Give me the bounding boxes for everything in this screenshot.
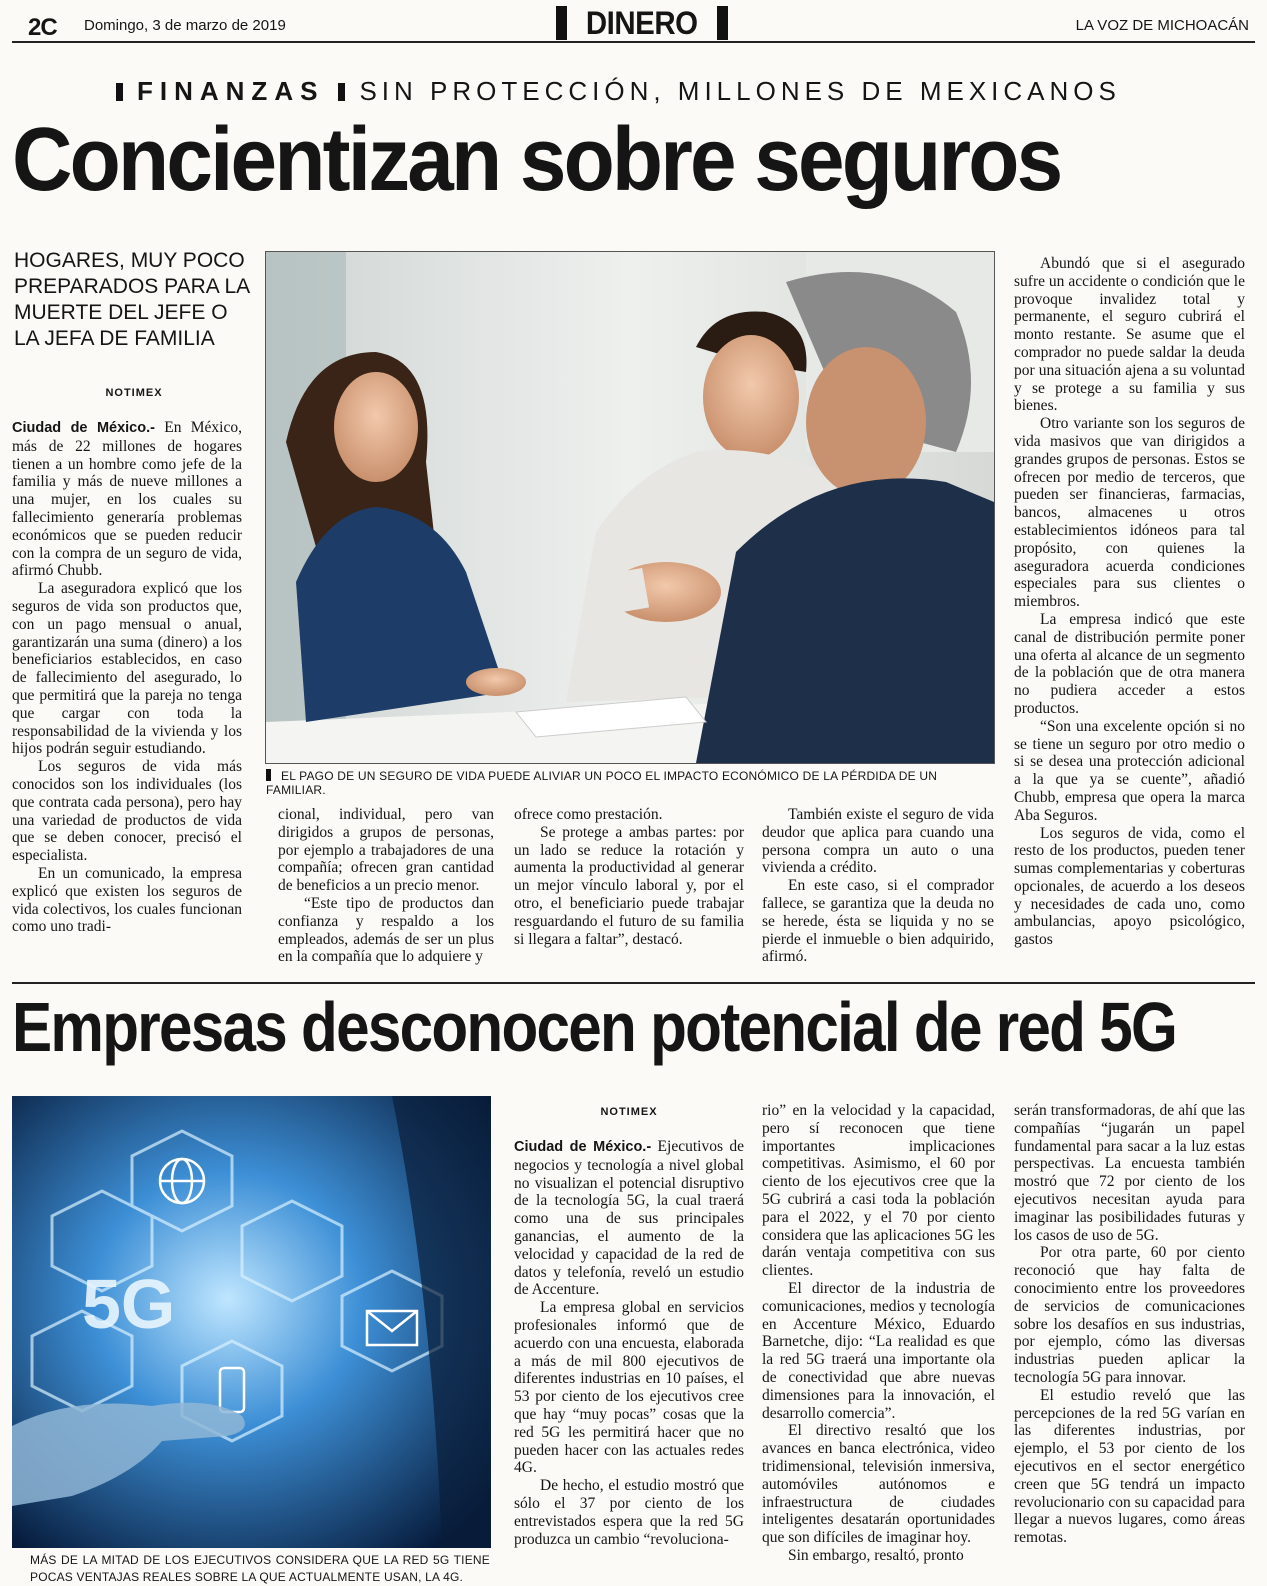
paragraph: Ciudad de México.- Ejecutivos de negocios y tecnología a nivel global no visualizan el potencial disruptivo de la tecnología 5G, la cual traerá como una de sus principales ganancias, el aumento de la velocidad y capacidad de la red de datos y telefonía, reveló un estudio de Accenture.	[514, 1138, 744, 1299]
paragraph: cional, individual, pero van dirigidos a grupos de personas, por ejemplo a trabajadores de una compañía; ofrecen gran cantidad de beneficios a un precio menor.	[278, 806, 494, 895]
section-banner	[532, 4, 752, 42]
paragraph: El director de la industria de comunicaciones, medios y tecnología en Accenture México, Eduardo Barnetche, dijo: “La realidad es que la red 5G traerá una importante ola de conectividad que abre nuevas dimensiones para la innovación, el desarrollo comercia”.	[762, 1279, 995, 1422]
caption-mark	[266, 769, 271, 781]
kicker-bar	[338, 83, 345, 101]
publication-name: LA VOZ DE MICHOACÁN	[1075, 17, 1249, 34]
story1-category: FINANZAS	[137, 76, 325, 106]
story2-headline: Empresas desconocen potencial de red 5G	[12, 988, 1177, 1066]
story2-column-2	[762, 1102, 995, 1565]
5g-network-photo	[12, 1096, 491, 1548]
paragraph: De hecho, el estudio mostró que sólo el 37 por ciento de los entrevistados espera que la red 5G produzca un cambio “revoluciona-	[514, 1477, 744, 1548]
paragraph: Sin embargo, resaltó, pronto	[788, 1546, 964, 1564]
dateline: Ciudad de México.-	[12, 420, 155, 436]
paragraph: La empresa indicó que este canal de distribución permite poner una oferta al alcance de un segmento de la población que de otra manera no pudiera acceder a estos productos.	[1014, 610, 1245, 717]
story1-column-5	[1014, 255, 1245, 949]
paragraph: En un comunicado, la empresa explicó que existen los seguros de vida colectivos, los cuales funcionan como uno tradi-	[12, 864, 242, 936]
story1-byline: NOTIMEX	[105, 387, 163, 399]
5g-label: 5G	[82, 1265, 176, 1343]
story1-headline: Concientizan sobre seguros	[12, 110, 1061, 210]
story2-byline: NOTIMEX	[600, 1106, 658, 1118]
story1-photo	[265, 251, 995, 764]
paragraph: Por otra parte, 60 por ciento reconoció que hay falta de conocimiento entre los proveedores de servicios de comunicaciones sobre los desafíos en sus industrias, por ejemplo, cómo las diversas industrias pueden aplicar la tecnología 5G para innovar.	[1014, 1244, 1245, 1386]
paragraph: Otro variante son los seguros de vida masivos que van dirigidos a grandes grupos de personas. Estos se ofrecen por medio de terceros, que pueden ser financieras, farmacias, bancos, almacenes u otros establecimientos idóneos para tal propósito, con quienes la aseguradora acuerda condiciones especiales para sus clientes o miembros.	[1014, 415, 1245, 611]
paragraph: En este caso, si el comprador fallece, se garantiza que la deuda no se herede, ésta se liquida y no se pierde el inmueble o bien adquirido, afirmó.	[762, 877, 994, 966]
paragraph: La aseguradora explicó que los seguros de vida son productos que, con un pago mensual o anual, garantizarán una suma (dinero) a los beneficiarios establecidos, en caso de fallecimiento del asegurado, lo que permitirá que la pareja no tenga que cargar con toda la responsabilidad de la vivienda y los hijos podrán seguir estudiando.	[12, 580, 242, 758]
page-number: 2C	[28, 14, 57, 41]
story1-photo-caption: EL PAGO DE UN SEGURO DE VIDA PUEDE ALIVIAR UN POCO EL IMPACTO ECONÓMICO DE LA PÉRDIDA DE UN FAMILIAR.	[266, 769, 938, 797]
paragraph: “Son una excelente opción si no se tiene un seguro por otro medio o si se desea una protección adicional a la que ya se cuente”, añadió Chubb, empresa que opera la marca Aba Seguros.	[1014, 717, 1245, 824]
paragraph: Abundó que si el asegurado sufre un accidente o condición que le provoque invalidez total y permanente, el seguro cubrirá el monto restante. Se asume que el comprador no puede saldar la deuda por una situación ajena a su voluntad y se protege a su familia y sus bienes.	[1014, 255, 1245, 415]
story2-column-3	[1014, 1102, 1245, 1547]
section-title: DINERO	[586, 4, 698, 41]
paragraph: “Este tipo de productos dan confianza y respaldo a los empleados, además de ser un plus en la compañía que lo adquiere y	[278, 894, 494, 966]
story2-column-1	[514, 1138, 744, 1548]
paragraph: La empresa global en servicios profesionales informó que de acuerdo con una encuesta, elaborada a más de mil 800 ejecutivos de diferentes industrias en 10 países, el 53 por ciento de los ejecutivos cree que hay “muy pocas” cosas que la red 5G les permitirá hacer que no pueden hacer con las actuales redes 4G.	[514, 1299, 744, 1477]
paragraph: El estudio reveló que las percepciones de la red 5G varían en las diferentes industrias, por ejemplo, el 53 por ciento de los ejecutivos en el sector energético creen que 5G tendrá un impacto revolucionario con su capacidad para llegar a nuevos lugares, como áreas remotas.	[1014, 1386, 1245, 1547]
story1-deck: HOGARES, MUY POCO PREPARADOS PARA LA MUERTE DEL JEFE O LA JEFA DE FAMILIA	[14, 249, 249, 350]
paragraph: rio” en la velocidad y la capacidad, pero sí reconocen que tiene importantes implicaciones competitivas. Asimismo, el 60 por ciento de los ejecutivos cree que la 5G cubrirá a casi toda la población para el 2022, y el 70 por ciento considera que las aplicaciones 5G les darán ventaja competitiva con sus clientes.	[762, 1102, 995, 1280]
story2-photo	[12, 1096, 491, 1548]
paragraph: ofrece como prestación.	[514, 806, 663, 823]
story1-column-1	[12, 419, 242, 936]
paragraph: El directivo resaltó que los avances en banca electrónica, video tridimensional, televisión inmersiva, automóviles autónomos e infraestructura de ciudades inteligentes desatarán oportunidades que son difíciles de imaginar hoy.	[762, 1422, 995, 1547]
header-rule	[12, 41, 1255, 43]
paragraph: Ciudad de México.- En México, más de 22 millones de hogares tienen a un hombre como jefe de la familia y más de nueve millones a una mujer, en los cuales su fallecimiento generaría problemas económicos que se pueden reducir con la compra de un seguro de vida, afirmó Chubb.	[12, 419, 242, 580]
story-separator	[12, 982, 1255, 984]
issue-date: Domingo, 3 de marzo de 2019	[84, 17, 286, 34]
dateline: Ciudad de México.-	[514, 1139, 652, 1155]
paragraph: También existe el seguro de vida deudor que aplica para cuando una persona compra un auto o una vivienda a crédito.	[762, 806, 994, 877]
paragraph: Los seguros de vida más conocidos son los individuales (los que contrata cada persona), pero hay una variedad de productos de vida que se deben conocer, precisó el especialista.	[12, 758, 242, 865]
kicker-bar	[116, 83, 123, 101]
section-bar-right	[717, 6, 728, 40]
story1-kicker-text: SIN PROTECCIÓN, MILLONES DE MEXICANOS	[359, 76, 1121, 106]
paragraph: Los seguros de vida, como el resto de los productos, pueden tener sumas complementarias y coberturas opcionales, de acuerdo a los deseos y necesidades de cada uno, como ambulancias, apoyo psicológico, gastos	[1014, 824, 1245, 949]
story1-column-2	[278, 806, 494, 966]
section-bar-left	[556, 6, 567, 40]
story2-photo-caption: MÁS DE LA MITAD DE LOS EJECUTIVOS CONSIDERA QUE LA RED 5G TIENE POCAS VENTAJAS REALES SOBRE LA QUE ACTUALMENTE USAN, LA 4G.	[30, 1553, 490, 1584]
paragraph: Se protege a ambas partes: por un lado se reduce la rotación y aumenta la productividad al generar un mejor vínculo laboral y, por el otro, el beneficiario puede trabajar resguardando el futuro de su familia si llegara a faltar”, destacó.	[514, 823, 744, 948]
story1-column-4	[762, 806, 994, 966]
story1-kicker	[116, 76, 1121, 107]
handshake-photo	[266, 252, 994, 763]
story1-column-3	[514, 806, 744, 948]
paragraph: serán transformadoras, de ahí que las compañías “jugarán un papel fundamental para sacar a la luz estas perspectivas. La encuesta también mostró que 72 por ciento de los ejecutivos necesitan ayuda para imaginar las posibilidades futuras y los casos de uso de 5G.	[1014, 1102, 1245, 1244]
